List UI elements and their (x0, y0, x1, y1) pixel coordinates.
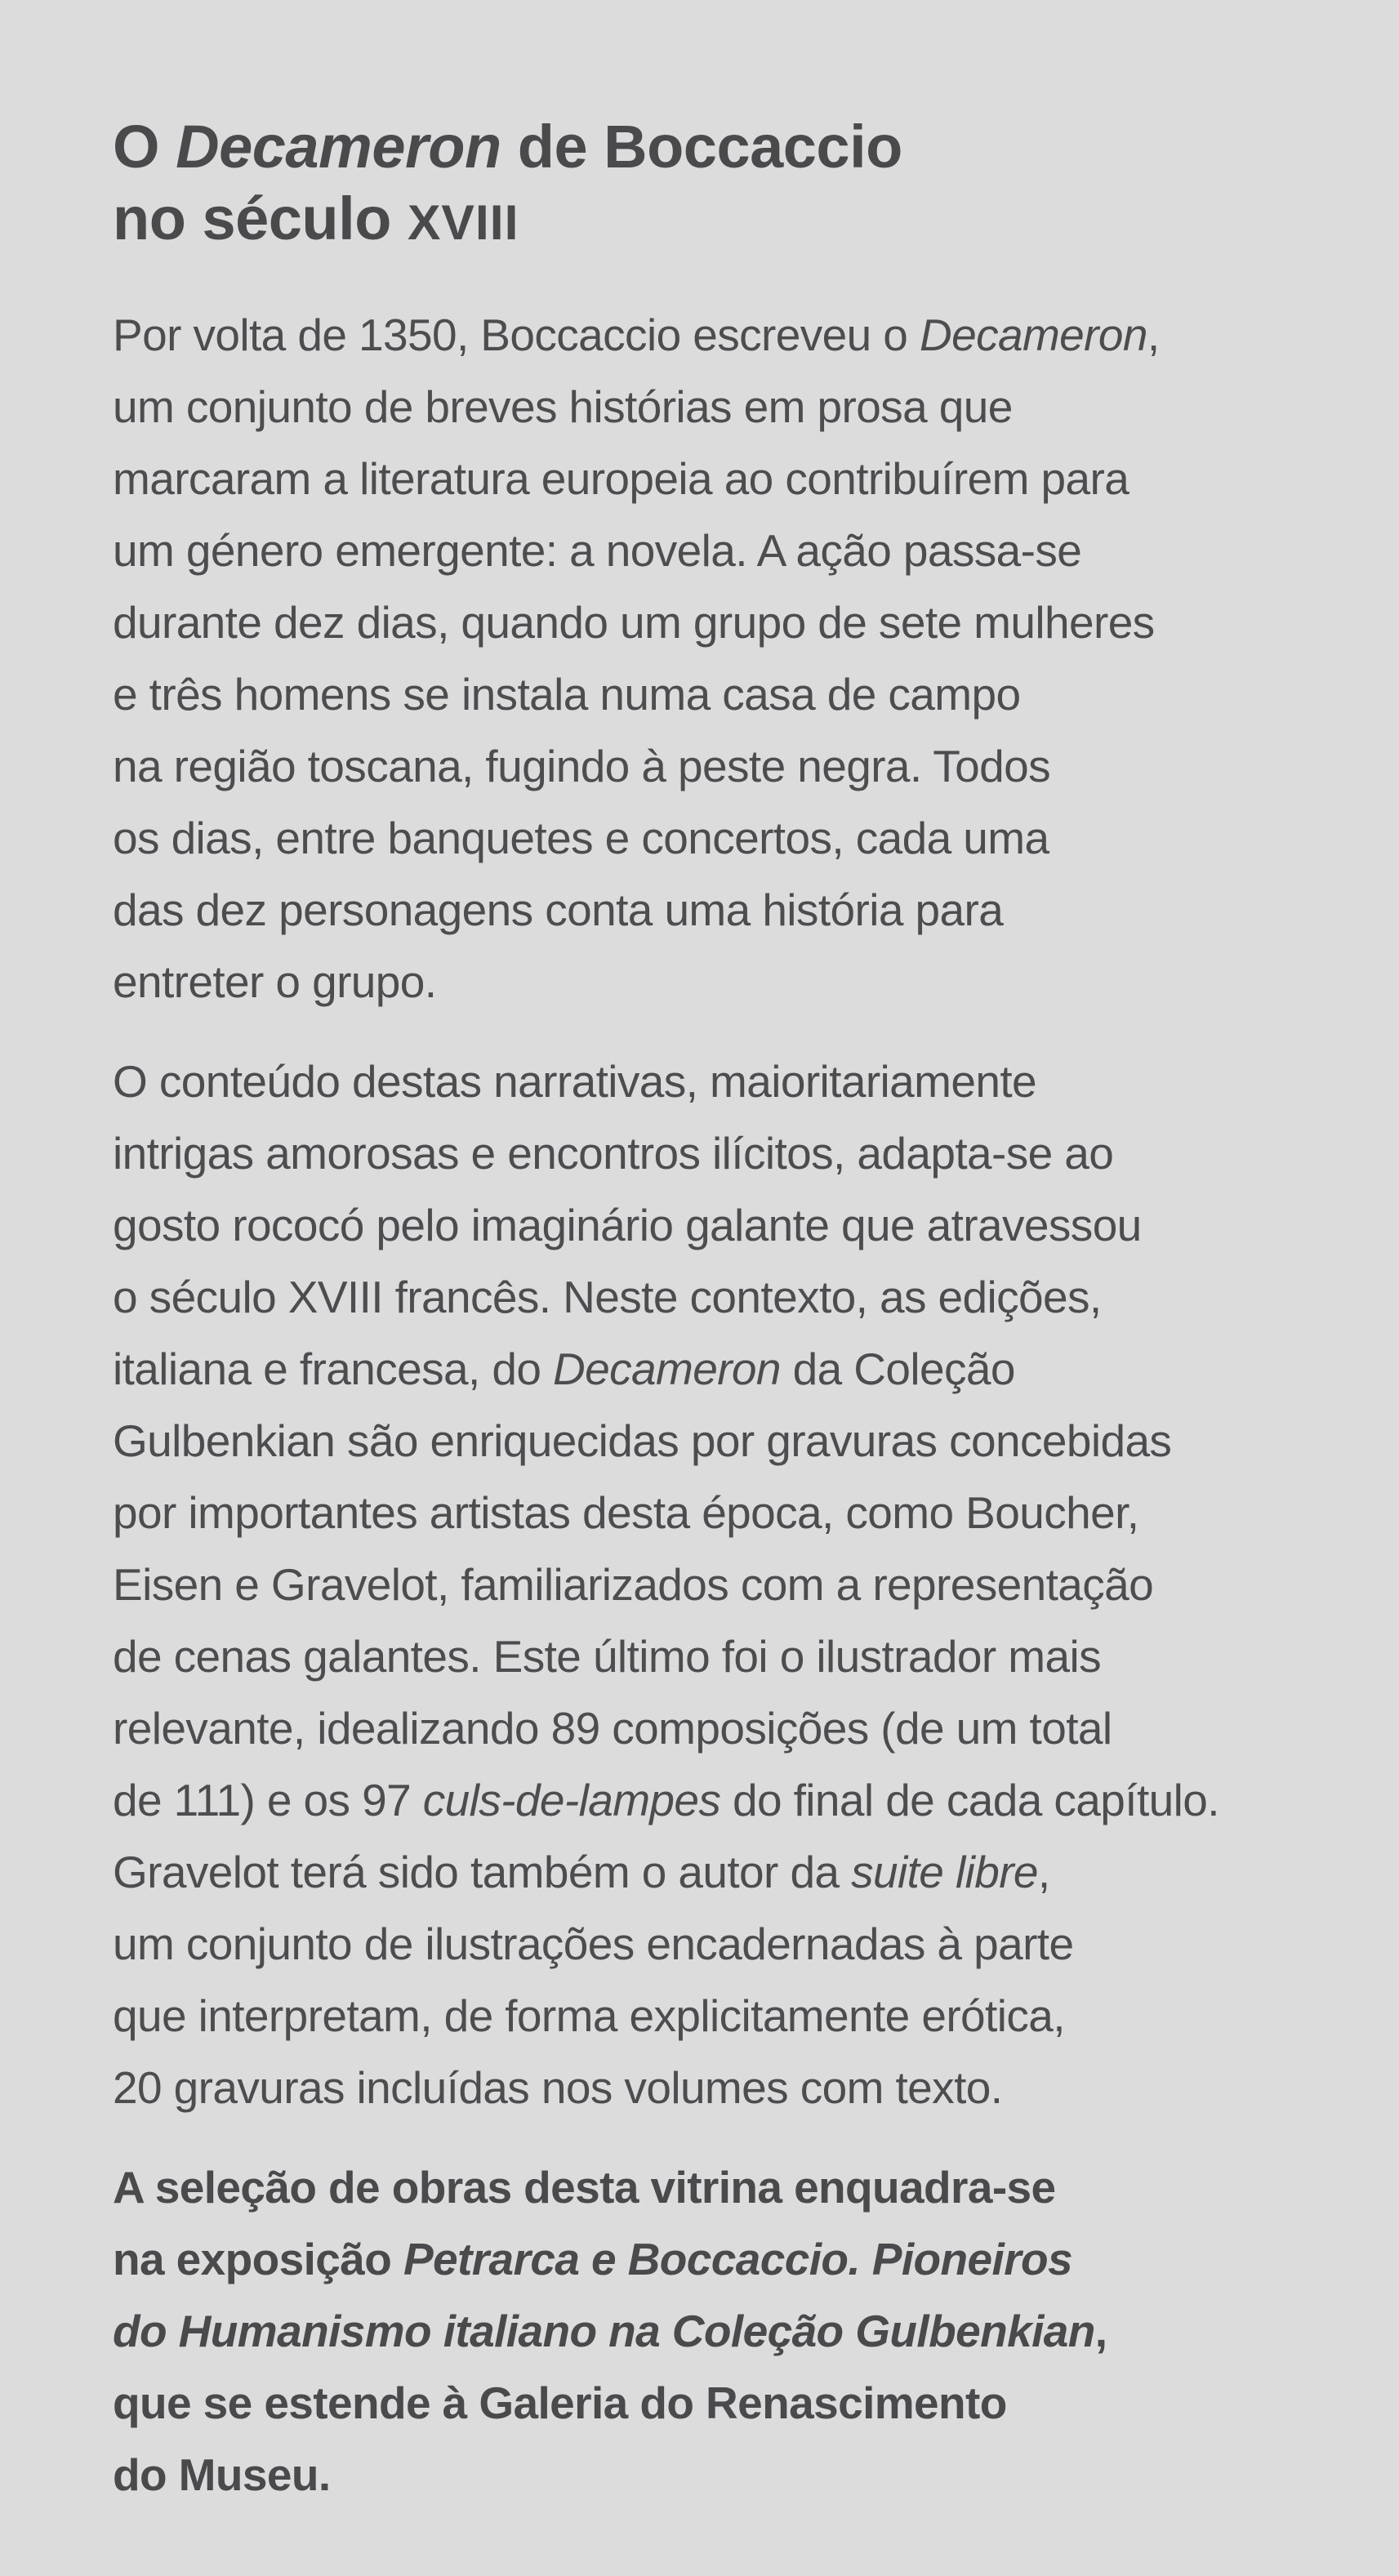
title-century: XVIII (407, 194, 519, 250)
text-line: Gravelot terá sido também o autor da suite libre, (113, 1847, 1050, 1897)
text-line: relevante, idealizando 89 composições (de um total (113, 1703, 1112, 1754)
text-line: do Museu. (113, 2449, 331, 2500)
exhibition-text-panel (113, 111, 1338, 2511)
text-line: marcaram a literatura europeia ao contribuírem para (113, 453, 1129, 504)
text-line: 20 gravuras incluídas nos volumes com texto. (113, 2062, 1003, 2113)
text-line: das dez personagens conta uma história para (113, 885, 1004, 935)
text-line: Por volta de 1350, Boccaccio escreveu o Decameron, (113, 310, 1160, 360)
text-line: durante dez dias, quando um grupo de sete mulheres (113, 597, 1155, 648)
text-line: e três homens se instala numa casa de campo (113, 669, 1021, 720)
title-italic-decameron: Decameron (176, 113, 501, 180)
text-line: o século XVIII francês. Neste contexto, as edições, (113, 1272, 1102, 1322)
text-line: de 111) e os 97 culs-de-lampes do final de cada capítulo. (113, 1775, 1219, 1825)
text-line: que se estende à Galeria do Renascimento (113, 2378, 1007, 2428)
text-line: O conteúdo destas narrativas, maioritariamente (113, 1056, 1037, 1107)
text-line: do Humanismo italiano na Coleção Gulbenkian, (113, 2306, 1107, 2356)
page-title (113, 111, 1338, 258)
text-line: de cenas galantes. Este último foi o ilustrador mais (113, 1631, 1101, 1682)
text-line: entreter o grupo. (113, 956, 437, 1007)
text-line: na exposição Petrarca e Boccaccio. Pioneiros (113, 2234, 1072, 2284)
text-line: A seleção de obras desta vitrina enquadra-se (113, 2162, 1056, 2213)
exhibition-note-paragraph (113, 2151, 1338, 2511)
title-line-1: O Decameron de Boccaccio (113, 113, 902, 180)
text-line: Gulbenkian são enriquecidas por gravuras concebidas (113, 1415, 1172, 1466)
text-line: italiana e francesa, do Decameron da Coleção (113, 1344, 1015, 1394)
text-line: Eisen e Gravelot, familiarizados com a representação (113, 1559, 1154, 1610)
intro-paragraph (113, 299, 1338, 1018)
context-paragraph (113, 1045, 1338, 2124)
title-line-2: no século XVIII (113, 185, 519, 252)
text-line: intrigas amorosas e encontros ilícitos, adapta-se ao (113, 1128, 1114, 1179)
text-line: um conjunto de ilustrações encadernadas à parte (113, 1919, 1074, 1969)
text-line: um género emergente: a novela. A ação passa-se (113, 525, 1082, 576)
text-line: gosto rococó pelo imaginário galante que atravessou (113, 1200, 1142, 1250)
text-line: um conjunto de breves histórias em prosa que (113, 381, 1013, 432)
text-line: na região toscana, fugindo à peste negra. Todos (113, 741, 1051, 791)
text-line: os dias, entre banquetes e concertos, cada uma (113, 813, 1049, 863)
text-line: que interpretam, de forma explicitamente erótica, (113, 1990, 1065, 2041)
text-line: por importantes artistas desta época, como Boucher, (113, 1487, 1139, 1538)
